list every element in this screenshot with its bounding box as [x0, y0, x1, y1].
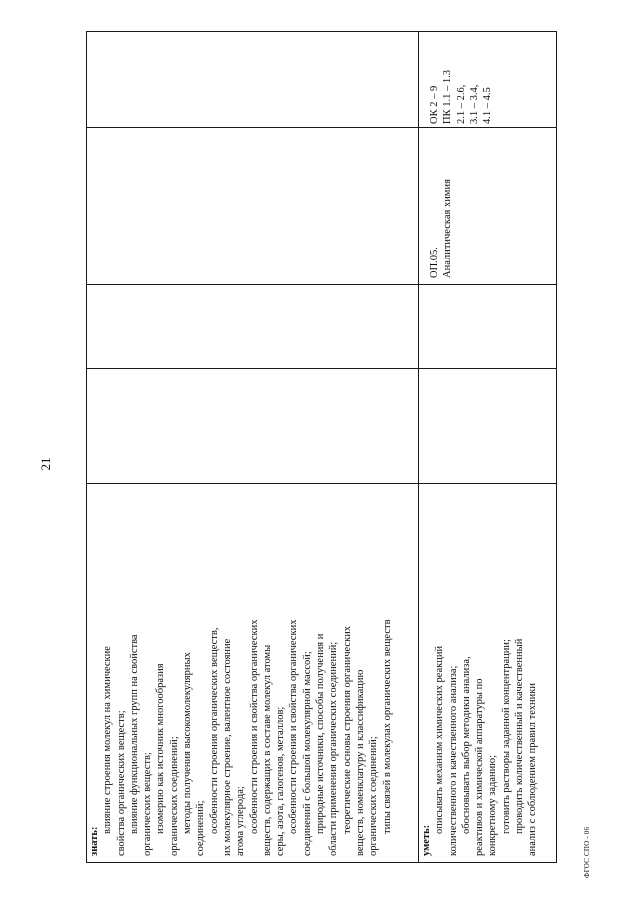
row-separator [418, 31, 419, 863]
knowledge-item: соединений; [195, 800, 207, 856]
discipline-cell [420, 130, 556, 282]
knowledge-item: особенности строения и свойства органических [248, 619, 260, 834]
skills-heading: уметь: [421, 824, 432, 856]
knowledge-item: атома углерода; [235, 786, 247, 856]
skill-item: описывать механизм химических реакций [434, 645, 446, 834]
table-border-right [556, 31, 557, 863]
competencies-cell [420, 34, 556, 126]
knowledge-item: области применения органических соединений; [328, 641, 340, 856]
knowledge-item: особенности строения и свойства органических [288, 619, 300, 834]
page-number: 21 [38, 457, 53, 471]
table-border-top [86, 31, 557, 32]
knowledge-item: природные источники, способы получения и [315, 633, 327, 834]
knowledge-item: свойства органических веществ; [115, 710, 127, 856]
knowledge-item: влияние функциональных групп на свойства [128, 634, 140, 834]
knowledge-item: органических веществ; [142, 752, 154, 856]
table-rule [86, 483, 557, 484]
knowledge-item: их молекулярное строение, валентное состояние [221, 638, 233, 856]
skill-item: анализ с соблюдением правил техники [527, 683, 539, 856]
footer-code: ФГОС СПО - 06 [583, 826, 591, 878]
skill-item: готовить растворы заданной концентрации; [500, 639, 512, 834]
table-rule [86, 284, 557, 285]
knowledge-item: особенности строения органических веществ, [208, 627, 220, 834]
table-rule [86, 127, 557, 128]
competency-item: ПК 1.1 – 1.3 [442, 70, 454, 124]
competency-item: 3.1 – 3.4, [468, 84, 480, 124]
competency-item: 2.1 – 2.6, [455, 84, 467, 124]
discipline-code: ОП.05. [429, 247, 440, 278]
knowledge-cell [88, 486, 418, 860]
knowledge-item: серы, азота, галогенов, металлов; [275, 706, 287, 856]
competency-item: ОК 2 – 9 [429, 85, 440, 124]
knowledge-item: веществ, номенклатуру и классификацию [354, 669, 366, 856]
table-border-left [86, 31, 87, 863]
skill-item: конкретному заданию; [487, 754, 499, 856]
skill-item: количественного и качественного анализа; [447, 665, 459, 856]
table-rule [86, 368, 557, 369]
knowledge-item: органических соединений; [168, 736, 180, 856]
knowledge-item: веществ, содержащих в составе молекул атомы [261, 644, 273, 856]
knowledge-item: соединений с большой молекулярной массой; [301, 651, 313, 856]
knowledge-item: органических соединений; [368, 736, 380, 856]
knowledge-heading: знать: [89, 826, 100, 856]
knowledge-item: изомерию как источник многообразия [155, 663, 167, 834]
skill-item: обосновывать выбор методики анализа, [460, 656, 472, 834]
skill-item: реактивов и химической аппаратуры по [474, 678, 486, 856]
knowledge-item: теоретические основы строения органических [341, 625, 353, 834]
knowledge-item: типы связей в молекулах органических веществ [381, 619, 393, 834]
table-border-bottom [86, 862, 557, 863]
skills-cell [420, 486, 556, 860]
knowledge-item: методы получения высокомолекулярных [182, 652, 194, 834]
competency-item: 4.1 – 4.5 [482, 87, 494, 124]
discipline-name: Аналитическая химия [442, 179, 454, 278]
knowledge-item: влияние строения молекул на химические [102, 646, 114, 834]
skill-item: проводить количественный и качественный [514, 638, 526, 834]
